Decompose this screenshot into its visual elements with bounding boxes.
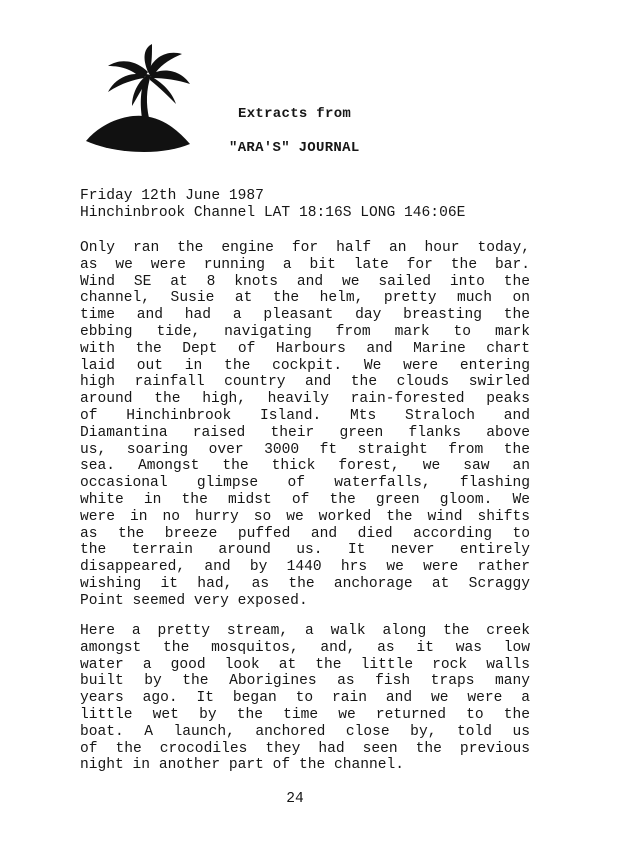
palm-tree-island-icon [82, 44, 194, 158]
entry-location: Hinchinbrook Channel LAT 18:16S LONG 146:06E [80, 205, 466, 221]
text-line: the terrain around us. It never entirely [80, 542, 530, 559]
text-line: us, soaring over 3000 ft straight from the [80, 441, 530, 458]
entry-date: Friday 12th June 1987 [80, 188, 264, 204]
text-line: with the Dept of Harbours and Marine chart [80, 340, 530, 357]
text-line: sea. Amongst the thick forest, we saw an [80, 458, 530, 475]
text-line: as the breeze puffed and died according to [80, 525, 530, 542]
text-line: ebbing tide, navigating from mark to mark [80, 323, 530, 340]
journal-heading-line-1: Extracts from [238, 106, 352, 122]
journal-paragraph-2 [80, 623, 530, 774]
text-line: of Hinchinbrook Island. Mts Straloch and [80, 407, 530, 424]
text-line: Here a pretty stream, a walk along the creek [80, 623, 530, 639]
text-line: Point seemed very exposed. [80, 592, 308, 609]
text-line: were in no hurry so we worked the wind shifts [80, 508, 530, 525]
text-line: disappeared, and by 1440 hrs we were rather [80, 559, 530, 576]
text-line: night in another part of the channel. [80, 757, 405, 774]
text-line: years ago. It began to rain and we were a [80, 690, 530, 707]
journal-heading-line-2: "ARA'S" JOURNAL [229, 140, 360, 156]
text-line: of the crocodiles they had seen the previous [80, 740, 530, 757]
text-line: around the high, heavily rain-forested peaks [80, 391, 530, 408]
text-line: wishing it had, as the anchorage at Scraggy [80, 575, 530, 592]
page-number: 24 [286, 791, 304, 807]
text-line: occasional glimpse of waterfalls, flashing [80, 475, 530, 492]
text-line: time and had a pleasant day breasting the [80, 307, 530, 324]
journal-paragraph-1 [80, 240, 530, 610]
text-line: white in the midst of the green gloom. We [80, 491, 530, 508]
text-line: as we were running a bit late for the bar. [80, 256, 530, 273]
text-line: Wind SE at 8 knots and we sailed into the [80, 273, 530, 290]
text-line: amongst the mosquitos, and, as it was low [80, 639, 530, 656]
text-line: little wet by the time we returned to the [80, 706, 530, 723]
text-line: built by the Aborigines as fish traps many [80, 673, 530, 690]
text-line: laid out in the cockpit. We were entering [80, 357, 530, 374]
text-line: boat. A launch, anchored close by, told us [80, 723, 530, 740]
text-line: Only ran the engine for half an hour today, [80, 240, 530, 256]
text-line: water a good look at the little rock walls [80, 656, 530, 673]
entry-meta [80, 188, 550, 222]
text-line: Diamantina raised their green flanks above [80, 424, 530, 441]
text-line: channel, Susie at the helm, pretty much on [80, 290, 530, 307]
text-line: high rainfall country and the clouds swirled [80, 374, 530, 391]
